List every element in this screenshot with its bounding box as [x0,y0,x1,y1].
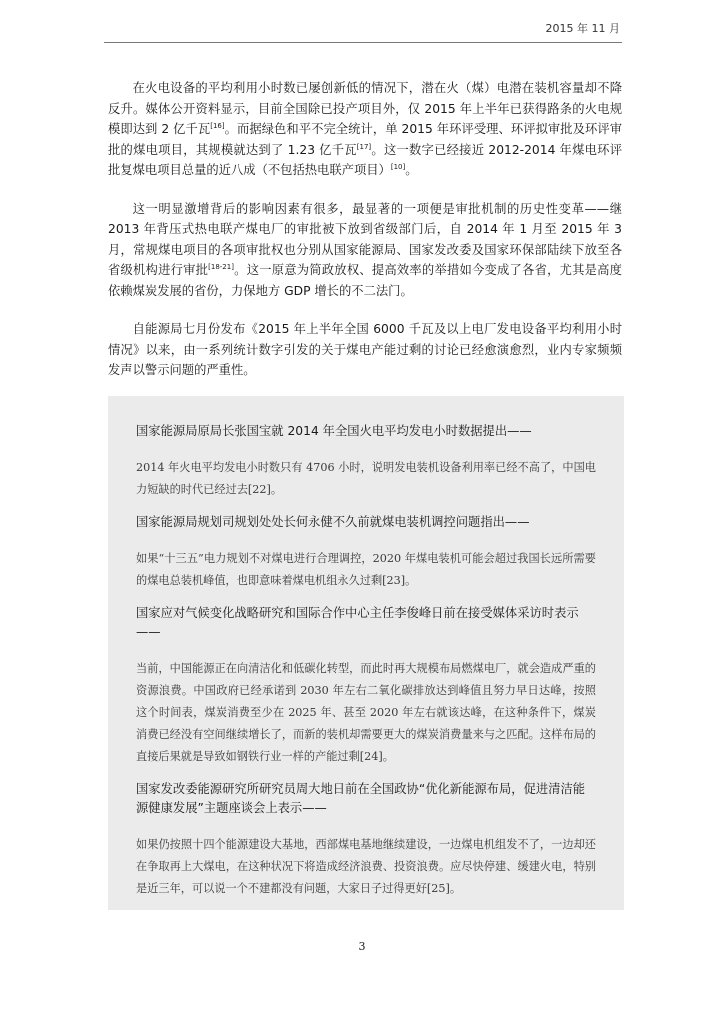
quote-4-body: 如果仍按照十四个能源建设大基地，西部煤电基地继续建设，一边煤电机组发不了，一边却还在争取再上大煤电，在这种状况下将造成经济浪费、投资浪费。应尽快停建、缓建火电，特别是近三年，可以说一个不建都没有问题，大家日子过得更好[25]。 [136,838,596,895]
paragraph-2-text-a: 这一明显激增背后的影响因素有很多，最显著的一项便是审批机制的历史性变革——继 2013 年背压式热电联产煤电厂的审批被下放到省级部门后，自 2014 年 1 月至 2015 年 3 月，常规煤电项目的各项审批权也分别从国家能源局、国家发改委及国家环保部陆续下放至各省级机构进行审批 [108,201,622,277]
quote-2-body: 如果“十三五”电力规划不对煤电进行合理调控，2020 年煤电装机可能会超过我国长远所需要的煤电总装机峰值，也即意味着煤电机组永久过剩[23]。 [136,552,596,587]
quote-3-title: 国家应对气候变化战略研究和国际合作中心主任李俊峰日前在接受媒体采访时表示—— [136,606,579,639]
quote-1-body: 2014 年火电平均发电小时数只有 4706 小时，说明发电装机设备利用率已经不高了，中国电力短缺的时代已经过去[22]。 [136,461,596,496]
citation-16: [16] [210,121,225,130]
page-number: 3 [358,940,366,953]
paragraph-1-text-d: 。 [405,163,418,177]
citation-17: [17] [356,142,372,151]
header-date: 2015 年 11 月 [545,22,620,35]
expert-quotes-box [108,396,624,910]
quote-1-title: 国家能源局原局长张国宝就 2014 年全国火电平均发电小时数据提出—— [136,424,532,438]
paragraph-2 [108,199,622,302]
paragraph-1-text-b: 。而据绿色和平不完全统计，单 2015 年环评受理、环评拟审批及环评审批的煤电项目，其规模就达到了 1.23 亿千瓦 [108,122,622,157]
paragraph-1-text-c: 。这一数字已经接近 2012-2014 年煤电环评批复煤电项目总量的近八成（不包括热电联产项目） [108,142,622,177]
citation-18-21: [18-21] [208,262,234,271]
quote-4-title: 国家发改委能源研究所研究员周大地日前在全国政协“优化新能源布局，促进清洁能源健康发展”主题座谈会上表示—— [136,782,586,815]
article-body [108,78,622,399]
citation-10: [10] [390,162,406,171]
paragraph-1 [108,78,622,181]
paragraph-3: 自能源局七月份发布《2015 年上半年全国 6000 千瓦及以上电厂发电设备平均利用小时情况》以来，由一系列统计数字引发的关于煤电产能过剩的讨论已经愈演愈烈，业内专家频频发声以警示问题的严重性。 [108,322,622,377]
paragraph-1-text-a: 在火电设备的平均利用小时数已屡创新低的情况下，潜在火（煤）电潜在装机容量却不降反升。媒体公开资料显示，目前全国除已投产项目外，仅 2015 年上半年已获得路条的火电规模即达到 2 亿千瓦 [108,81,622,136]
quote-3-body: 当前，中国能源正在向清洁化和低碳化转型，而此时再大规模布局燃煤电厂，就会造成严重的资源浪费。中国政府已经承诺到 2030 年左右二氧化碳排放达到峰值且努力早日达峰，按照这个时间表，煤炭消费至少在 2025 年、甚至 2020 年左右就该达峰，在这种条件下，煤炭消费已经没有空间继续增长了，而新的装机却需要更大的煤炭消费量来与之匹配。这样布局的直接后果就是导致如钢铁行业一样的产能过剩[24]。 [136,662,596,763]
quote-2-title: 国家能源局规划司规划处处长何永健不久前就煤电装机调控问题指出—— [136,515,530,529]
paragraph-2-text-b: 。这一原意为简政放权、提高效率的举措如今变成了各省，尤其是高度依赖煤炭发展的省份，力保地方 GDP 增长的不二法门。 [108,263,622,298]
header-rule [104,42,622,43]
